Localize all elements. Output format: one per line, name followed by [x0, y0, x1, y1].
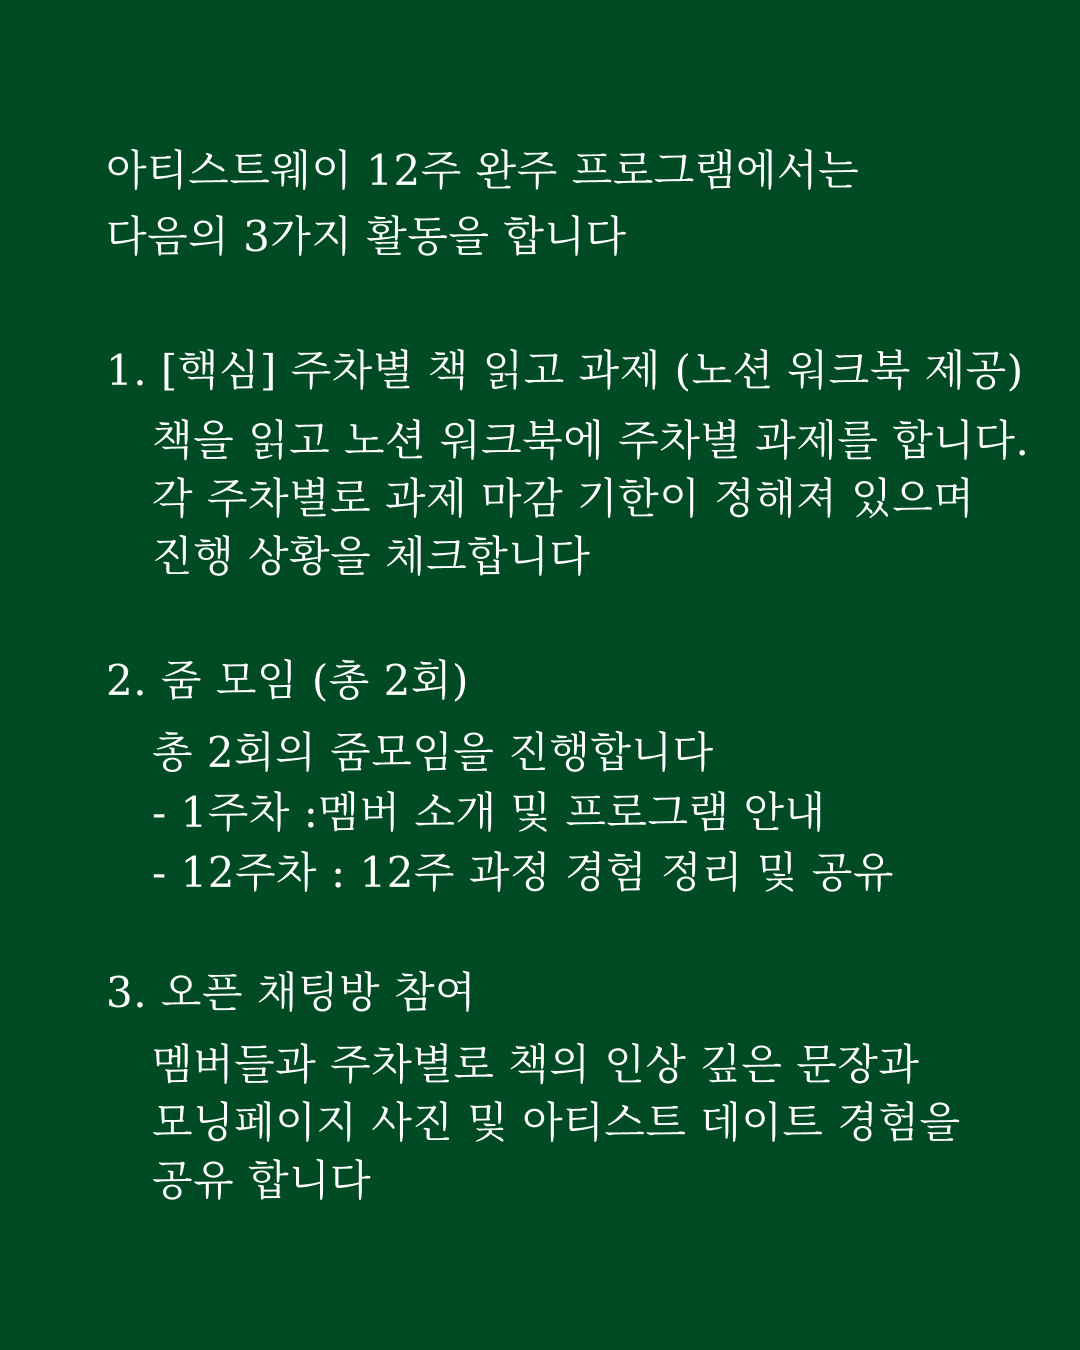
section-2-line-1: 총 2회의 줌모임을 진행합니다 — [152, 728, 714, 777]
intro-line-2: 다음의 3가지 활동을 합니다 — [106, 212, 627, 261]
section-3-heading: 3. 오픈 채팅방 참여 — [106, 968, 477, 1017]
section-1-line-3: 진행 상황을 체크합니다 — [152, 532, 591, 581]
section-1-line-2: 각 주차별로 과제 마감 기한이 정해져 있으며 — [152, 474, 975, 523]
section-3-line-1: 멤버들과 주차별로 책의 인상 깊은 문장과 — [152, 1040, 920, 1089]
section-2-line-2: - 1주차 :멤버 소개 및 프로그램 안내 — [152, 788, 826, 837]
section-1-line-1: 책을 읽고 노션 워크북에 주차별 과제를 합니다. — [152, 416, 1030, 465]
intro-line-1: 아티스트웨이 12주 완주 프로그램에서는 — [106, 146, 860, 195]
section-1-heading: 1. [핵심] 주차별 책 읽고 과제 (노션 워크북 제공) — [106, 346, 1024, 395]
section-2-heading: 2. 줌 모임 (총 2회) — [106, 656, 469, 705]
section-2-line-3: - 12주차 : 12주 과정 경험 정리 및 공유 — [152, 848, 894, 897]
section-3-line-2: 모닝페이지 사진 및 아티스트 데이트 경험을 — [152, 1098, 961, 1147]
section-3-line-3: 공유 합니다 — [152, 1156, 372, 1205]
